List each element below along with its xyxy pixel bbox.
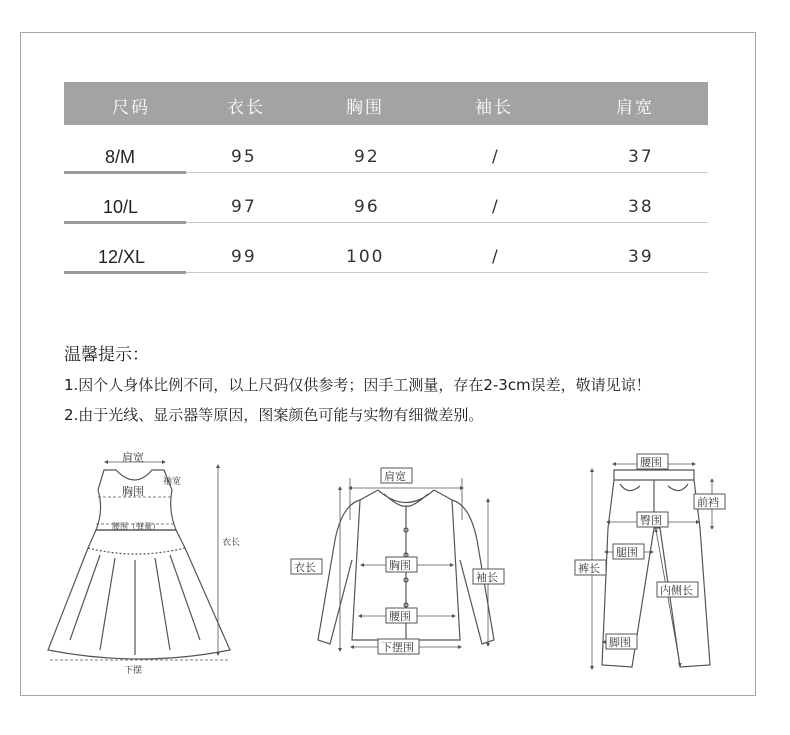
size-cell: 10/L bbox=[103, 197, 139, 217]
tips-title: 温馨提示： bbox=[64, 345, 149, 365]
sleeve-cell: / bbox=[492, 197, 500, 217]
pants-leg-opening-label: 脚围 bbox=[609, 636, 631, 649]
shoulder-cell: 37 bbox=[628, 147, 654, 167]
header-length: 衣长 bbox=[227, 98, 265, 118]
pants-length-label: 裤长 bbox=[578, 562, 600, 575]
shirt-chest-label: 胸围 bbox=[389, 559, 411, 572]
header-shoulder: 肩宽 bbox=[616, 98, 654, 118]
header-sleeve: 袖长 bbox=[475, 98, 513, 118]
sleeve-cell: / bbox=[492, 147, 500, 167]
length-cell: 97 bbox=[231, 197, 257, 217]
chest-cell: 92 bbox=[354, 147, 380, 167]
size-cell: 12/XL bbox=[98, 247, 146, 267]
header-size: 尺码 bbox=[112, 98, 150, 118]
shirt-sleeve-label: 袖长 bbox=[476, 571, 498, 584]
header-chest: 胸围 bbox=[346, 98, 384, 118]
tip-line-1: 1.因个人身体比例不同，以上尺码仅供参考；因手工测量，存在2-3cm误差，敬请见谅！ bbox=[64, 376, 651, 394]
dress-waist-label: 腰围（弹量） bbox=[112, 522, 160, 531]
dress-chest-label: 胸围 bbox=[122, 485, 144, 498]
shirt-length-label: 衣长 bbox=[294, 561, 316, 574]
shoulder-cell: 38 bbox=[628, 197, 654, 217]
tip-line-2: 2.由于光线、显示器等原因，图案颜色可能与实物有细微差别。 bbox=[64, 406, 484, 424]
length-cell: 99 bbox=[231, 247, 257, 267]
pants-thigh-label: 腿围 bbox=[616, 546, 638, 559]
chest-cell: 96 bbox=[354, 197, 380, 217]
pants-waist-label: 腰围 bbox=[640, 456, 662, 469]
dress-length-label: 衣长 bbox=[222, 538, 241, 548]
sleeve-cell: / bbox=[492, 247, 500, 267]
shirt-shoulder-label: 肩宽 bbox=[384, 470, 406, 483]
shirt-waist-label: 腰围 bbox=[389, 610, 411, 623]
shirt-hem-label: 下摆围 bbox=[381, 641, 414, 654]
dress-shoulder-label: 肩宽 bbox=[122, 451, 144, 464]
dress-sleeve-label: 袖宽 bbox=[163, 477, 182, 487]
pants-front-rise-label: 前裆 bbox=[697, 496, 719, 509]
pants-hip-label: 臀围 bbox=[640, 514, 662, 527]
pants-inseam-label: 内侧长 bbox=[660, 584, 693, 597]
dress-hem-label: 下摆 bbox=[124, 666, 143, 676]
shoulder-cell: 39 bbox=[628, 247, 654, 267]
chest-cell: 100 bbox=[346, 247, 385, 267]
size-cell: 8/M bbox=[105, 147, 136, 167]
length-cell: 95 bbox=[231, 147, 257, 167]
